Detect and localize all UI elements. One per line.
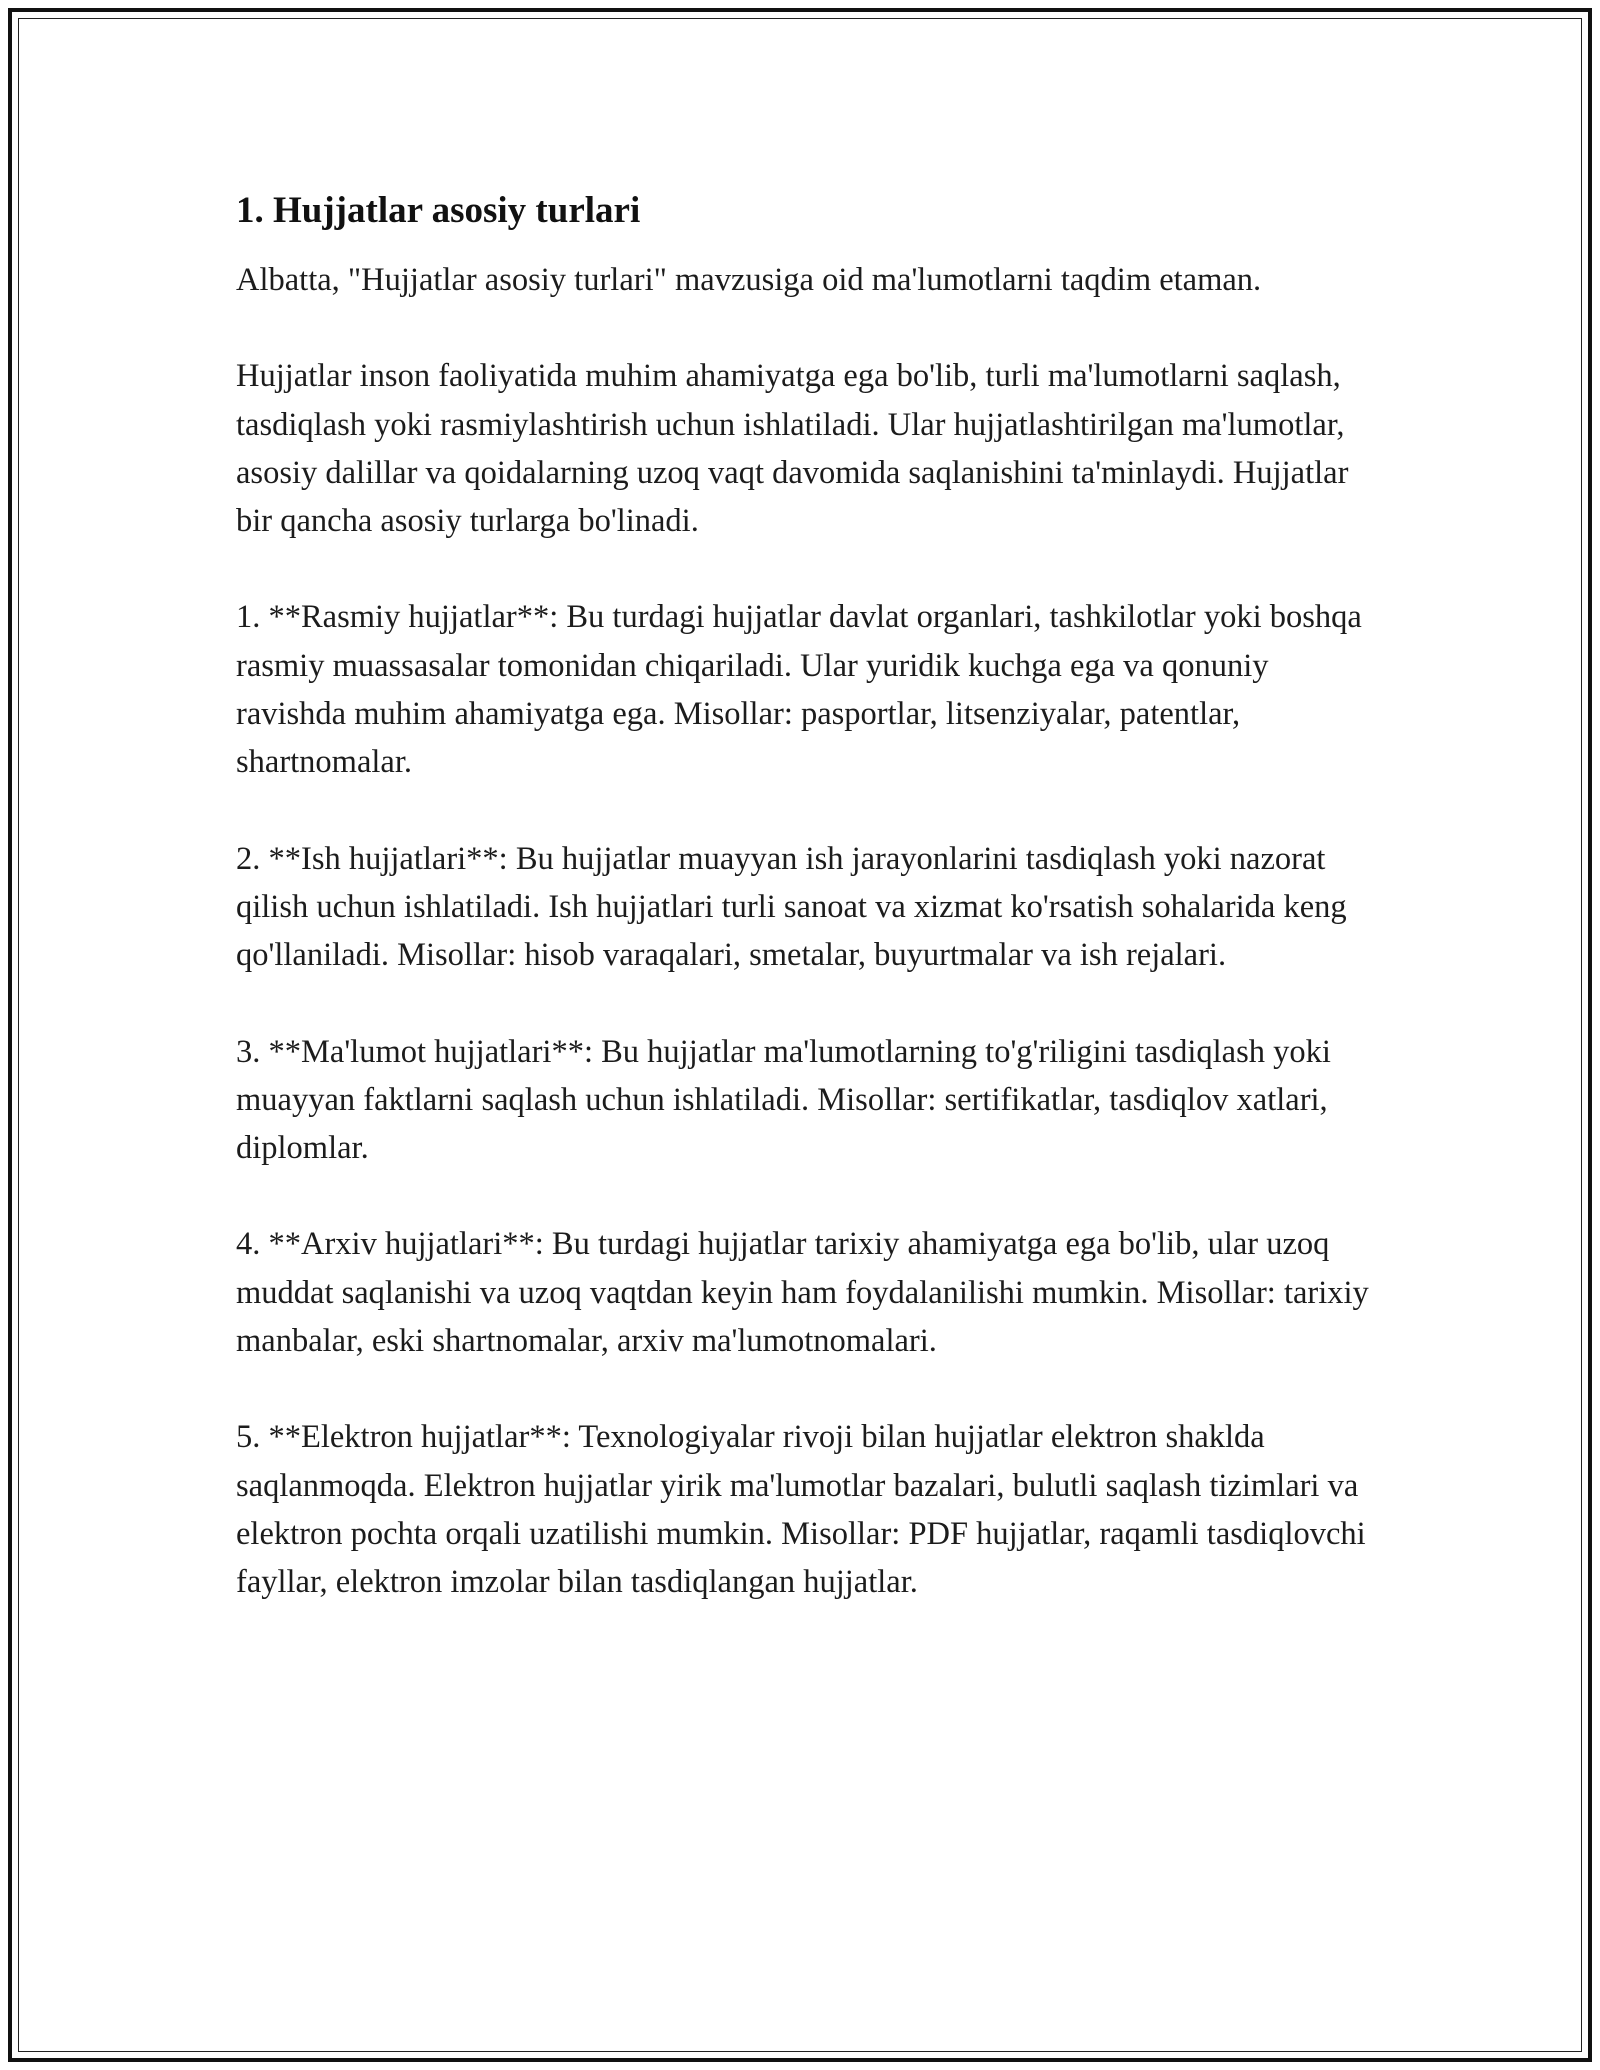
list-item-information-documents: 3. **Ma'lumot hujjatlari**: Bu hujjatlar ma'lumotlarning to'g'riligini tasdiqlash yoki muayyan faktlarni saqlash uchun ishlatiladi. Misollar: sertifikatlar, tasdiqlov xatlari, diplomlar. <box>236 1033 1331 1167</box>
paragraph-intro: Albatta, "Hujjatlar asosiy turlari" mavzusiga oid ma'lumotlarni taqdim etaman. <box>236 262 1262 298</box>
paragraph-overview: Hujjatlar inson faoliyatida muhim ahamiyatga ega bo'lib, turli ma'lumotlarni saqlash, tasdiqlash yoki rasmiylashtirish uchun ishlatiladi. Ular hujjatlashtirilgan ma'lumotlar, asosiy dalillar va qoidalarning uzoq vaqt davomida saqlanishini ta'minlaydi. Hujjatlar bir qancha asosiy turlarga bo'linadi. <box>236 358 1349 540</box>
list-item-official-documents: 1. **Rasmiy hujjatlar**: Bu turdagi hujjatlar davlat organlari, tashkilotlar yoki boshqa rasmiy muassasalar tomonidan chiqariladi. Ular yuridik kuchga ega va qonuniy ravishda muhim ahamiyatga ega. Misollar: pasportlar, litsenziyalar, patentlar, shartnomalar. <box>236 599 1362 781</box>
list-item-electronic-documents: 5. **Elektron hujjatlar**: Texnologiyalar rivoji bilan hujjatlar elektron shaklda saqlanmoqda. Elektron hujjatlar yirik ma'lumotlar bazalari, bulutli saqlash tizimlari va elektron pochta orqali uzatilishi mumkin. Misollar: PDF hujjatlar, raqamli tasdiqlovchi fayllar, elektron imzolar bilan tasdiqlangan hujjatlar. <box>236 1419 1366 1601</box>
list-item-work-documents: 2. **Ish hujjatlari**: Bu hujjatlar muayyan ish jarayonlarini tasdiqlash yoki nazorat qilish uchun ishlatiladi. Ish hujjatlari turli sanoat va xizmat ko'rsatish sohalarida keng qo'llaniladi. Misollar: hisob varaqalari, smetalar, buyurtmalar va ish rejalari. <box>236 840 1347 974</box>
document-title: 1. Hujjatlar asosiy turlari <box>236 190 641 231</box>
list-item-archive-documents: 4. **Arxiv hujjatlari**: Bu turdagi hujjatlar tarixiy ahamiyatga ega bo'lib, ular uzoq muddat saqlanishi va uzoq vaqtdan keyin ham foydalanilishi mumkin. Misollar: tarixiy manbalar, eski shartnomalar, arxiv ma'lumotnomalari. <box>236 1226 1369 1360</box>
document-body <box>236 186 1376 1655</box>
